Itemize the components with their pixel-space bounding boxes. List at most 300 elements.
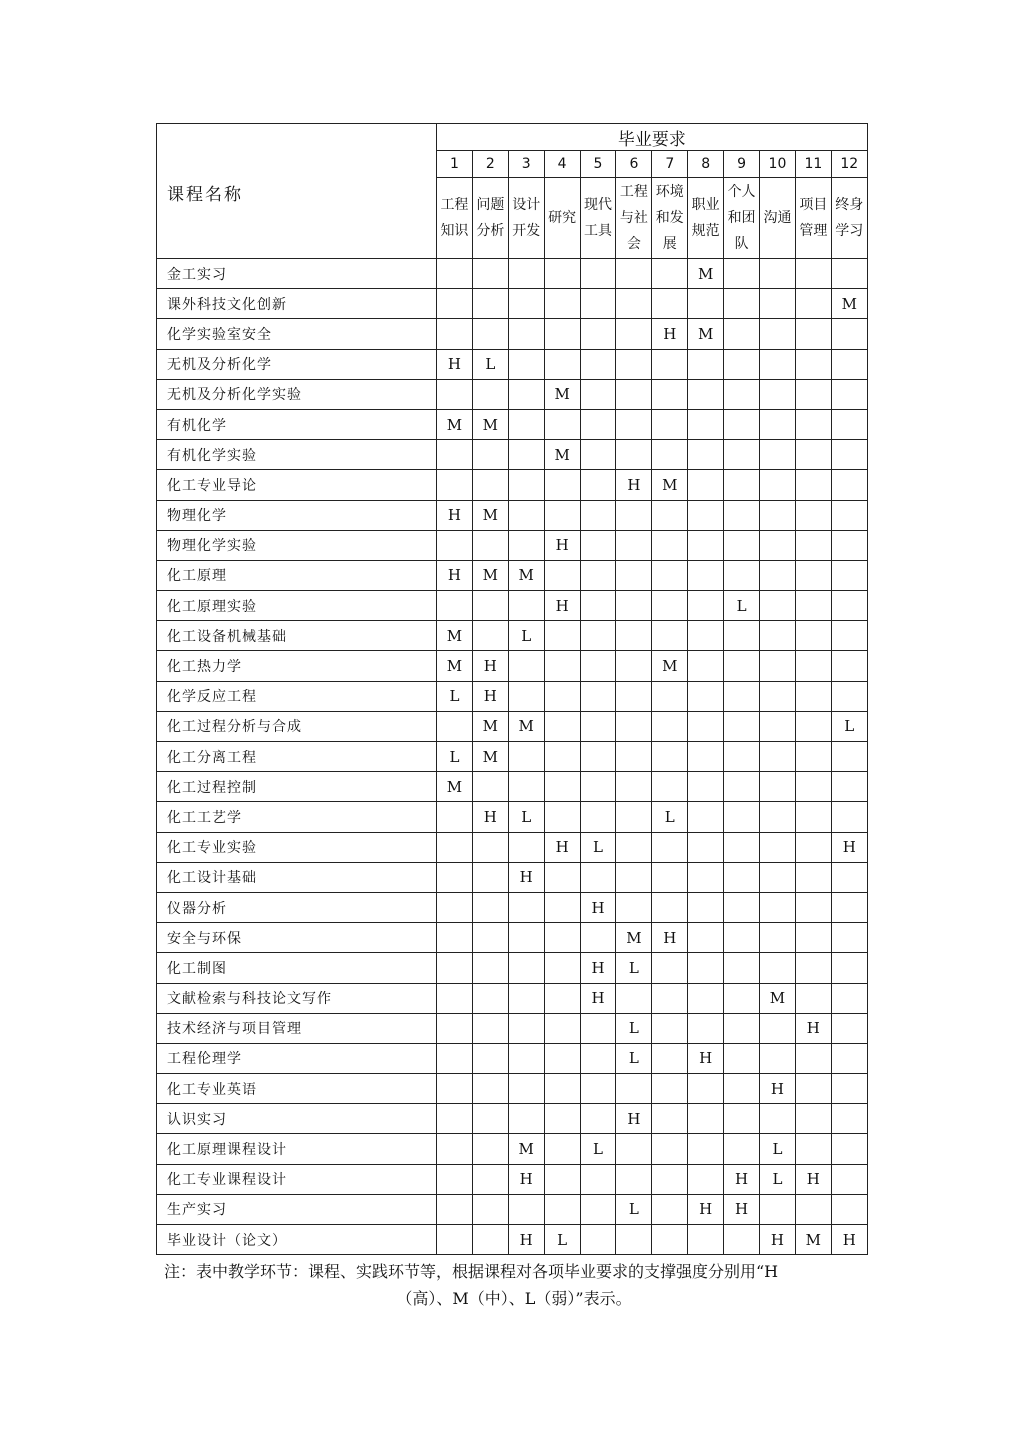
table-row [157,1225,868,1255]
requirement-number: 12 [831,151,867,178]
support-level-cell [437,1194,473,1224]
requirement-label-line: 问题 [476,197,505,213]
support-level-cell [437,802,473,832]
requirement-label-line: 终身 [835,197,864,213]
support-level-cell: L [616,1013,652,1043]
table-row [157,319,868,349]
support-level-cell [795,651,831,681]
table-row [157,1043,868,1073]
support-level-cell: M [472,742,508,772]
support-level-cell [760,1043,796,1073]
support-level-cell [760,1013,796,1043]
support-level-cell [472,289,508,319]
support-level-cell [580,470,616,500]
support-level-cell [724,832,760,862]
support-level-cell [544,802,580,832]
support-level-cell [724,409,760,439]
course-name: 化工热力学 [157,651,437,681]
support-level-cell [831,862,867,892]
support-level-cell [544,953,580,983]
support-level-cell [652,349,688,379]
table-row [157,530,868,560]
support-level-cell [652,1043,688,1073]
support-level-cell [760,953,796,983]
support-level-cell: M [652,651,688,681]
course-name-header: 课程名称 [157,124,437,259]
requirement-number: 10 [760,151,796,178]
support-level-cell [437,1074,473,1104]
support-level-cell [616,983,652,1013]
support-level-cell [580,1225,616,1255]
support-level-cell [508,470,544,500]
support-level-cell [616,802,652,832]
requirement-label-line: 与社 [619,210,648,226]
course-name: 化学实验室安全 [157,319,437,349]
requirement-number: 6 [616,151,652,178]
support-level-cell [616,560,652,590]
support-level-cell [831,923,867,953]
support-level-cell [688,1134,724,1164]
support-level-cell [580,621,616,651]
support-level-cell [688,470,724,500]
support-level-cell [580,440,616,470]
support-level-cell [544,319,580,349]
support-level-cell [508,1194,544,1224]
requirement-label [760,178,796,259]
table-row [157,953,868,983]
support-level-cell [508,892,544,922]
requirement-label [580,178,616,259]
support-level-cell [795,500,831,530]
support-level-cell [437,1043,473,1073]
course-name: 技术经济与项目管理 [157,1013,437,1043]
course-name: 化工设备机械基础 [157,621,437,651]
support-level-cell [760,802,796,832]
support-level-cell [472,1194,508,1224]
support-level-cell [652,711,688,741]
support-level-cell [544,470,580,500]
support-level-cell [760,319,796,349]
course-name: 化工过程分析与合成 [157,711,437,741]
support-level-cell [831,1134,867,1164]
course-name: 物理化学 [157,500,437,530]
support-level-cell [544,259,580,289]
support-level-cell [508,591,544,621]
support-level-cell: H [508,1225,544,1255]
support-level-cell [760,259,796,289]
support-level-cell: L [437,742,473,772]
support-level-cell [688,1104,724,1134]
support-level-cell [580,742,616,772]
support-level-cell: H [688,1194,724,1224]
support-level-cell: H [544,530,580,560]
support-level-cell [652,591,688,621]
table-row [157,772,868,802]
support-level-cell [724,560,760,590]
support-level-cell [580,1043,616,1073]
support-level-cell [795,319,831,349]
table-row [157,651,868,681]
support-level-cell [795,409,831,439]
support-level-cell [688,832,724,862]
support-level-cell [831,953,867,983]
support-level-cell [795,1043,831,1073]
support-level-cell [724,742,760,772]
support-level-cell [688,953,724,983]
support-level-cell [616,409,652,439]
note-line-2: （高）、M（中）、L（弱）”表示。 [396,1289,632,1308]
support-level-cell [472,953,508,983]
support-level-cell [437,591,473,621]
support-level-cell [472,1164,508,1194]
graduation-requirements-table [156,123,868,1255]
support-level-cell [795,772,831,802]
table-body [157,259,868,1255]
support-level-cell [580,862,616,892]
support-level-cell [760,832,796,862]
table-row [157,802,868,832]
support-level-cell [652,772,688,802]
support-level-cell [831,892,867,922]
table-row [157,923,868,953]
requirement-label-line: 分析 [476,223,505,239]
support-level-cell [616,711,652,741]
requirement-label [652,178,688,259]
support-level-cell [472,1225,508,1255]
support-level-cell [437,983,473,1013]
support-level-cell [580,349,616,379]
support-level-cell [437,1104,473,1134]
support-level-cell [544,1164,580,1194]
support-level-cell [580,560,616,590]
support-level-cell: M [472,711,508,741]
support-level-cell [831,530,867,560]
support-level-cell: L [544,1225,580,1255]
support-level-cell [437,1164,473,1194]
support-level-cell [760,379,796,409]
requirement-label-line: 环境 [655,184,684,200]
support-level-cell [508,681,544,711]
support-level-cell [795,621,831,651]
support-level-cell [831,1194,867,1224]
support-level-cell: H [831,1225,867,1255]
support-level-cell [652,259,688,289]
support-level-cell [472,1104,508,1134]
support-level-cell: H [652,923,688,953]
table-row [157,1013,868,1043]
support-level-cell [724,1134,760,1164]
table-row [157,470,868,500]
support-level-cell [652,409,688,439]
support-level-cell [616,621,652,651]
support-level-cell [831,591,867,621]
support-level-cell [688,560,724,590]
support-level-cell [437,530,473,560]
support-level-cell [688,802,724,832]
requirement-number: 9 [724,151,760,178]
support-level-cell [795,1134,831,1164]
support-level-cell [795,289,831,319]
support-level-cell [544,1104,580,1134]
support-level-cell [437,470,473,500]
support-level-cell: H [437,560,473,590]
support-level-cell [580,681,616,711]
requirement-label-line: 项目 [799,197,828,213]
support-level-cell: M [544,379,580,409]
requirement-label-line: 展 [662,236,677,252]
support-level-cell [616,651,652,681]
support-level-cell [831,259,867,289]
support-level-cell [472,470,508,500]
support-level-cell [472,1074,508,1104]
support-level-cell [472,923,508,953]
support-level-cell [472,1013,508,1043]
support-level-cell [616,289,652,319]
requirement-label-line: 工程 [440,197,469,213]
support-level-cell [508,832,544,862]
support-level-cell [508,530,544,560]
support-level-cell [724,379,760,409]
requirement-label-line: 和团 [727,210,756,226]
support-level-cell [616,742,652,772]
support-level-cell [688,923,724,953]
support-level-cell [831,470,867,500]
support-level-cell [616,500,652,530]
requirement-label [544,178,580,259]
support-level-cell: H [508,1164,544,1194]
support-level-cell [437,953,473,983]
requirement-label-line: 研究 [548,210,577,226]
support-level-cell [508,953,544,983]
table-row [157,560,868,590]
requirement-label-line: 设计 [512,197,541,213]
support-level-cell [437,440,473,470]
requirement-number: 11 [795,151,831,178]
support-level-cell [795,923,831,953]
support-level-cell [437,923,473,953]
table-row [157,440,868,470]
support-level-cell [688,983,724,1013]
support-level-cell: M [795,1225,831,1255]
support-level-cell [688,742,724,772]
course-name: 化工专业导论 [157,470,437,500]
support-level-cell: H [616,1104,652,1134]
support-level-cell [831,681,867,711]
course-name: 工程伦理学 [157,1043,437,1073]
support-level-cell [831,802,867,832]
support-level-cell: L [472,349,508,379]
support-level-cell [831,1164,867,1194]
support-level-cell [795,560,831,590]
support-level-cell: H [437,349,473,379]
support-level-cell [724,1104,760,1134]
support-level-cell: H [437,500,473,530]
support-level-cell [580,289,616,319]
support-level-cell [472,983,508,1013]
table-row [157,862,868,892]
requirement-label [724,178,760,259]
table-row [157,621,868,651]
requirement-number: 8 [688,151,724,178]
support-level-cell [437,1013,473,1043]
requirement-number: 3 [508,151,544,178]
support-level-cell [544,500,580,530]
support-level-cell [760,1194,796,1224]
requirement-label-line: 知识 [440,223,469,239]
support-level-cell [472,1043,508,1073]
support-level-cell [544,1043,580,1073]
support-level-cell [508,259,544,289]
course-name: 有机化学实验 [157,440,437,470]
support-level-cell [688,892,724,922]
support-level-cell [760,530,796,560]
table-row [157,349,868,379]
requirement-label-line: 和发 [655,210,684,226]
support-level-cell [760,742,796,772]
support-level-cell: L [724,591,760,621]
support-level-cell [544,862,580,892]
support-level-cell [831,772,867,802]
table-row [157,711,868,741]
support-level-cell [472,530,508,560]
graduation-requirements-header: 毕业要求 [437,124,868,151]
support-level-cell [795,953,831,983]
support-level-cell [472,379,508,409]
support-level-cell [795,862,831,892]
support-level-cell [724,651,760,681]
support-level-cell [616,892,652,922]
support-level-cell [795,892,831,922]
support-level-cell [437,711,473,741]
support-level-cell [544,621,580,651]
support-level-cell [580,772,616,802]
support-level-cell [472,621,508,651]
support-level-cell: H [544,591,580,621]
support-level-cell: L [508,621,544,651]
support-level-cell [688,591,724,621]
support-level-cell [724,1043,760,1073]
support-level-cell [831,1104,867,1134]
table-row [157,983,868,1013]
requirement-number: 1 [437,151,473,178]
support-level-cell [544,349,580,379]
support-level-cell: M [760,983,796,1013]
course-name: 文献检索与科技论文写作 [157,983,437,1013]
support-level-cell [795,983,831,1013]
support-level-cell [760,560,796,590]
support-level-cell [652,953,688,983]
support-level-cell [544,1013,580,1043]
course-name: 化工原理 [157,560,437,590]
support-level-cell: L [616,1194,652,1224]
support-level-cell [760,440,796,470]
support-level-cell [760,651,796,681]
support-level-cell [688,409,724,439]
support-level-cell [724,772,760,802]
support-level-cell: H [760,1074,796,1104]
support-level-cell [652,1194,688,1224]
requirement-label-line: 学习 [835,223,864,239]
support-level-cell [652,530,688,560]
support-level-cell [795,681,831,711]
support-level-cell [616,832,652,862]
support-level-cell [580,651,616,681]
support-level-cell: M [688,319,724,349]
support-level-cell [544,711,580,741]
support-level-cell [472,259,508,289]
support-level-cell [437,1134,473,1164]
support-level-cell [616,259,652,289]
table-row [157,1164,868,1194]
support-level-cell [616,379,652,409]
support-level-cell [472,319,508,349]
support-level-cell [688,530,724,560]
support-level-cell [580,500,616,530]
support-level-cell [831,742,867,772]
support-level-cell: L [652,802,688,832]
support-level-cell: L [760,1164,796,1194]
support-level-cell [580,923,616,953]
requirement-label-line: 个人 [727,184,756,200]
support-level-cell: H [724,1164,760,1194]
table-row [157,1104,868,1134]
support-level-cell [652,742,688,772]
support-level-cell [580,379,616,409]
table-row [157,289,868,319]
support-level-cell: H [760,1225,796,1255]
support-level-cell [795,832,831,862]
support-level-cell [760,409,796,439]
support-level-cell [724,681,760,711]
requirement-number: 7 [652,151,688,178]
support-level-cell [508,409,544,439]
support-level-cell: L [580,1134,616,1164]
support-level-cell [437,319,473,349]
requirement-label-line: 沟通 [763,210,792,226]
support-level-cell [831,1074,867,1104]
support-level-cell: L [831,711,867,741]
support-level-cell [760,923,796,953]
support-level-cell: H [795,1013,831,1043]
support-level-cell [652,832,688,862]
course-name: 安全与环保 [157,923,437,953]
course-name: 金工实习 [157,259,437,289]
support-level-cell [472,892,508,922]
requirement-label-line: 开发 [512,223,541,239]
support-level-cell [508,923,544,953]
support-level-cell [831,621,867,651]
course-name: 无机及分析化学 [157,349,437,379]
table-row [157,832,868,862]
support-level-cell [508,1104,544,1134]
support-level-cell [688,651,724,681]
support-level-cell [508,742,544,772]
support-level-cell: M [508,711,544,741]
support-level-cell [616,349,652,379]
support-level-cell [544,409,580,439]
course-name: 生产实习 [157,1194,437,1224]
support-level-cell: H [652,319,688,349]
support-level-cell [652,1225,688,1255]
support-level-cell [724,530,760,560]
table-row [157,892,868,922]
support-level-cell [688,349,724,379]
support-level-cell [831,1013,867,1043]
support-level-cell [795,349,831,379]
support-level-cell [437,832,473,862]
support-level-cell [652,1074,688,1104]
support-level-cell [688,379,724,409]
